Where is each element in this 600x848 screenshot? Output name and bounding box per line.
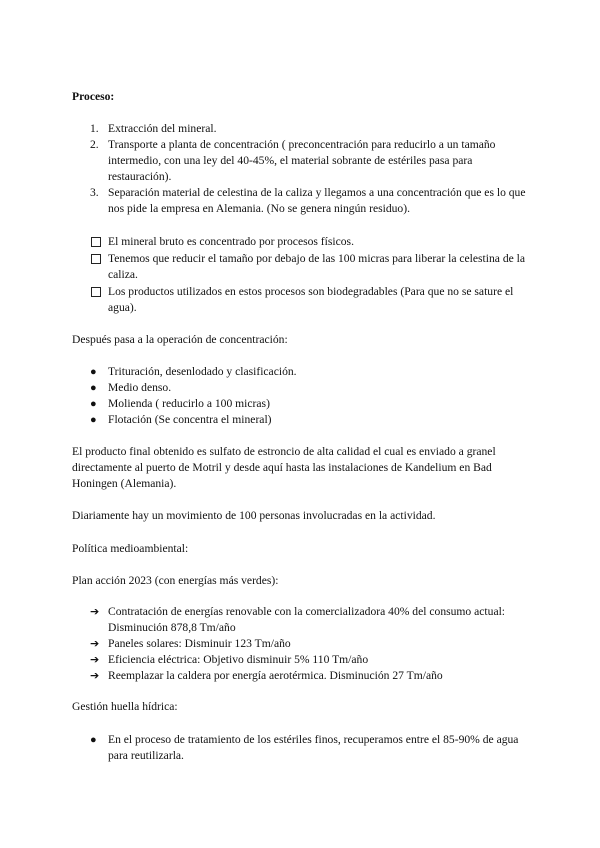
step-text: Extracción del mineral. [108, 122, 217, 135]
list-item [90, 604, 530, 636]
list-item [90, 380, 530, 396]
list-item-text: Medio denso. [108, 381, 172, 394]
bullet-icon: ● [90, 398, 97, 410]
checkbox[interactable] [91, 287, 101, 297]
concentracion-intro: Después pasa a la operación de concentración: [72, 333, 288, 346]
list-item-text: Flotación (Se concentra el mineral) [108, 413, 272, 426]
politica-heading: Política medioambiental: [72, 542, 189, 555]
plan-list [90, 604, 530, 684]
list-item [90, 364, 530, 380]
list-item-text: Trituración, desenlodado y clasificación. [108, 365, 297, 378]
step-text: Transporte a planta de concentración ( preconcentración para reducirlo a un tamaño intermedio, con una ley del 40-45%, el material sobrante de estériles pasa para restauración). [108, 138, 496, 183]
process-steps-list [72, 121, 530, 217]
arrow-right-icon: ➔ [90, 669, 100, 682]
list-item [90, 412, 530, 428]
list-item-text: Contratación de energías renovable con la comercializadora 40% del consumo actual: Disminución 878,8 Tm/año [108, 605, 506, 634]
checklist-item [90, 284, 530, 316]
bullet-icon: ● [90, 366, 97, 378]
plan-heading: Plan acción 2023 (con energías más verdes): [72, 574, 279, 587]
gestion-list [90, 732, 530, 764]
list-item-text: Eficiencia eléctrica: Objetivo disminuir 5% 110 Tm/año [108, 653, 369, 666]
list-item [72, 185, 530, 217]
arrow-right-icon: ➔ [90, 605, 100, 618]
list-item [90, 396, 530, 412]
list-item-text: Paneles solares: Disminuir 123 Tm/año [108, 637, 291, 650]
list-item [90, 668, 530, 684]
bullet-icon: ● [90, 734, 97, 746]
producto-final-paragraph: El producto final obtenido es sulfato de estroncio de alta calidad el cual es enviado a granel directamente al puerto de Motril y desde aquí hasta las instalaciones de Kandelium en Bad Honingen (Alemania). [72, 445, 496, 490]
step-number: 2. [90, 138, 99, 151]
checklist-item [90, 234, 530, 250]
diariamente-paragraph: Diariamente hay un movimiento de 100 personas involucradas en la actividad. [72, 509, 436, 522]
checklist [90, 234, 530, 317]
checklist-text: Tenemos que reducir el tamaño por debajo de las 100 micras para liberar la celestina de la caliza. [108, 252, 526, 281]
list-item [72, 121, 530, 137]
list-item-text: Reemplazar la caldera por energía aerotérmica. Disminución 27 Tm/año [108, 669, 443, 682]
list-item [90, 636, 530, 652]
bullet-icon: ● [90, 382, 97, 394]
checklist-item [90, 251, 530, 283]
list-item-text: En el proceso de tratamiento de los estériles finos, recuperamos entre el 85-90% de agua para reutilizarla. [108, 733, 519, 762]
arrow-right-icon: ➔ [90, 653, 100, 666]
checkbox[interactable] [91, 254, 101, 264]
step-text: Separación material de celestina de la caliza y llegamos a una concentración que es lo que nos pide la empresa en Alemania. (No se genera ningún residuo). [108, 186, 526, 215]
gestion-heading: Gestión huella hídrica: [72, 700, 178, 713]
step-number: 3. [90, 186, 99, 199]
concentracion-list [90, 364, 530, 428]
proceso-heading: Proceso: [72, 90, 115, 103]
checklist-text: Los productos utilizados en estos procesos son biodegradables (Para que no se sature el agua). [108, 285, 514, 314]
bullet-icon: ● [90, 414, 97, 426]
list-item [90, 732, 530, 764]
list-item-text: Molienda ( reducirlo a 100 micras) [108, 397, 270, 410]
checkbox[interactable] [91, 237, 101, 247]
step-number: 1. [90, 122, 99, 135]
list-item [90, 652, 530, 668]
arrow-right-icon: ➔ [90, 637, 100, 650]
checklist-text: El mineral bruto es concentrado por procesos físicos. [108, 235, 354, 248]
list-item [72, 137, 530, 185]
